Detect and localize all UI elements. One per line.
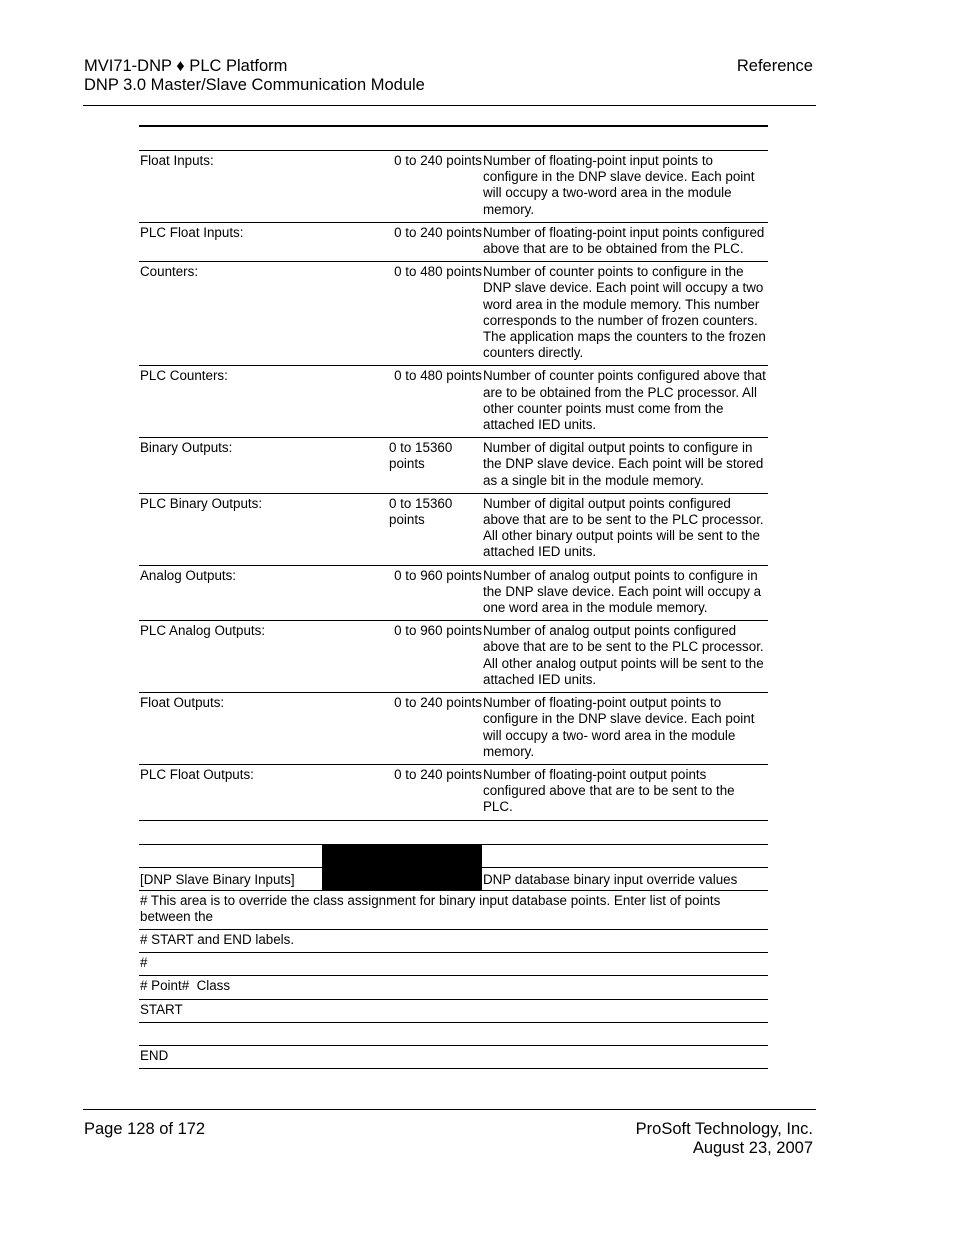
publish-date: August 23, 2007	[692, 1139, 813, 1157]
param-range: 0 to 15360 points	[389, 440, 453, 472]
param-range: 0 to 240 points	[394, 153, 482, 168]
section-name: [DNP Slave Binary Inputs]	[140, 871, 295, 887]
param-name: PLC Float Outputs:	[140, 766, 254, 782]
section-description: DNP database binary input override values	[483, 871, 738, 887]
table-row	[139, 150, 768, 222]
table-row	[139, 692, 768, 764]
table-row	[139, 222, 768, 261]
param-description: Number of floating-point input points to configure in the DNP slave device. Each point will occupy a two-word area in the module memory.	[483, 153, 755, 217]
param-description: Number of floating-point input points configured above that are to be obtained from the PLC.	[483, 224, 765, 257]
param-name: Binary Outputs:	[140, 440, 233, 456]
config-line: # This area is to override the class assignment for binary input database points. Enter list of points between the	[139, 890, 768, 929]
table-row	[139, 365, 768, 437]
param-range: 0 to 240 points	[394, 695, 482, 711]
config-line: # Point# Class	[139, 975, 768, 998]
param-description: Number of floating-point output points to configure in the DNP slave device. Each point will occupy a two- word area in the module memory.	[483, 695, 755, 759]
param-name: PLC Counters:	[140, 368, 228, 384]
param-description: Number of counter points configured above that are to be obtained from the PLC processor. All other counter points must come from the attached IED units.	[483, 368, 766, 433]
config-line: START	[139, 999, 768, 1022]
footer-divider	[83, 1109, 816, 1110]
header-title	[84, 57, 425, 95]
param-name: Counters:	[140, 264, 199, 280]
config-line	[139, 1022, 768, 1045]
config-line: # START and END labels.	[139, 929, 768, 952]
param-description: Number of digital output points configured above that are to be sent to the PLC processor. All other binary output points will be sent to the attached IED units.	[483, 495, 764, 560]
param-name: PLC Float Inputs:	[140, 224, 244, 240]
table-blank-row	[139, 126, 768, 150]
config-line: END	[139, 1045, 768, 1068]
footer-info	[636, 1120, 813, 1158]
section-cell-empty	[482, 845, 768, 867]
param-range: 0 to 240 points	[394, 224, 482, 240]
company-name: ProSoft Technology, Inc.	[635, 1120, 813, 1138]
section-black-cell	[322, 845, 482, 867]
param-description: Number of analog output points configured above that are to be sent to the PLC processor. All other analog output points will be sent to the attached IED units.	[483, 623, 764, 687]
param-range: 0 to 15360 points	[389, 495, 453, 528]
table-row	[139, 565, 768, 621]
page-number: Page 128 of 172	[84, 1120, 206, 1138]
param-range: 0 to 480 points	[394, 264, 482, 280]
parameter-table	[139, 125, 768, 1069]
param-range: 0 to 960 points	[394, 623, 482, 639]
table-row	[139, 437, 768, 493]
header-title-line1: MVI71-DNP ♦ PLC Platform	[84, 57, 288, 75]
table-bottom-rule	[139, 1068, 768, 1069]
param-name: Analog Outputs:	[140, 567, 237, 583]
section-black-cell	[322, 868, 482, 890]
section-cell-empty	[139, 845, 322, 867]
table-row	[139, 620, 768, 692]
param-name: PLC Binary Outputs:	[140, 495, 263, 511]
table-row	[139, 764, 768, 820]
config-line: #	[139, 952, 768, 975]
section-header-row-empty	[139, 844, 768, 867]
header-section: Reference	[736, 57, 813, 75]
table-row	[139, 261, 768, 365]
param-name: PLC Analog Outputs:	[140, 623, 266, 639]
section-header-row	[139, 867, 768, 890]
param-description: Number of counter points to configure in the DNP slave device. Each point will occupy a two word area in the module memory. This number corresponds to the number of frozen counters. The application maps the counters to the frozen counters directly.	[483, 264, 766, 361]
param-range: 0 to 960 points	[394, 567, 482, 583]
param-description: Number of floating-point output points configured above that are to be sent to the PLC.	[483, 766, 735, 815]
header-divider	[83, 105, 816, 106]
param-range: 0 to 240 points	[394, 766, 482, 782]
table-row	[139, 493, 768, 565]
param-name: Float Outputs:	[140, 695, 225, 711]
param-description: Number of analog output points to configure in the DNP slave device. Each point will occupy a one word area in the module memory.	[483, 567, 762, 616]
param-range: 0 to 480 points	[394, 368, 482, 384]
param-name: Float Inputs:	[140, 153, 214, 168]
param-description: Number of digital output points to configure in the DNP slave device. Each point will be stored as a single bit in the module memory.	[483, 440, 764, 488]
header-title-line2: DNP 3.0 Master/Slave Communication Module	[84, 76, 425, 94]
table-blank-row	[139, 820, 768, 844]
